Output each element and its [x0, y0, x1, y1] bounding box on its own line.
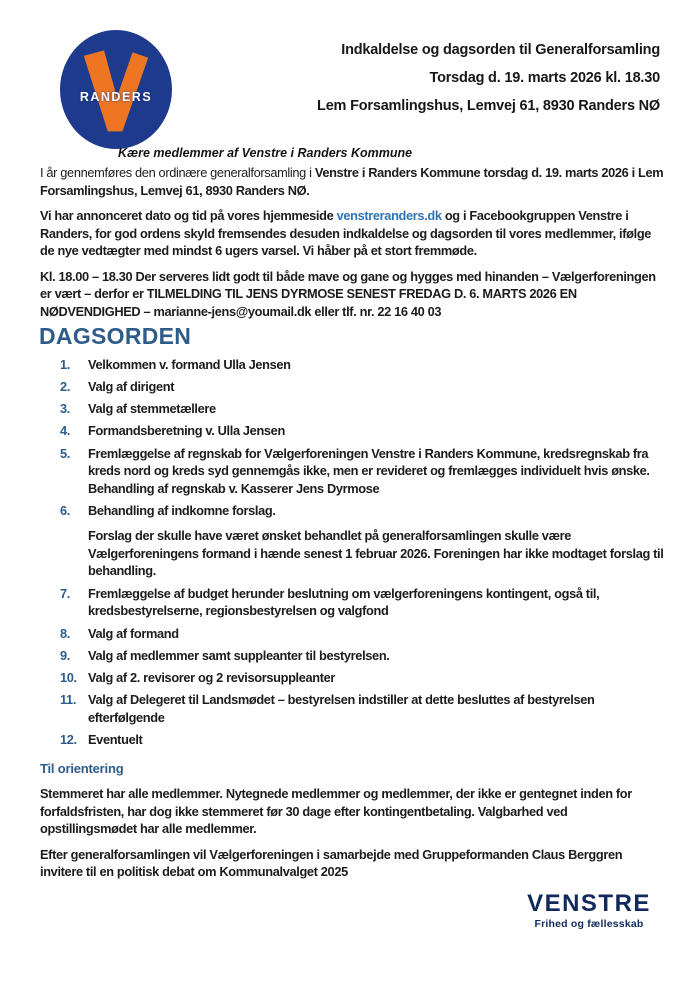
agenda-item-7: [40, 585, 664, 620]
orientation-paragraph-2: Efter generalforsamlingen vil Vælgerforeningen i samarbejde med Gruppeformanden Claus Berggren invitere til en politisk debat om Kommunalvalget 2025: [40, 846, 623, 880]
agenda-item-9-text: Valg af medlemmer samt suppleanter til bestyrelsen.: [88, 647, 390, 663]
agenda-item-7-number: 7.: [60, 585, 70, 601]
til-orientering-heading: Til orientering: [40, 760, 124, 776]
intro-paragraph-3: Kl. 18.00 – 18.30 Der serveres lidt godt til både mave og gane og hygges med hinanden – Vælgerforeningen er vært – derfor er TILMELDING TIL JENS DYRMOSE SENEST FREDAG D. 6. MARTS 2026 EN NØDVENDIGHED – marianne-jens@youmail.dk eller tlf. nr. 22 16 40 03: [40, 268, 656, 319]
agenda-item-5-text: Fremlæggelse af regnskab for Vælgerforeningen Venstre i Randers Kommune, kredsregnskab fra kreds nord og kreds syd gennemgås ikke, men er revideret og fremlægges individuelt hvis ønske. Behandling af regnskab v. Kasserer Jens Dyrmose: [88, 445, 650, 496]
intro-paragraph-2-after: og i Facebookgruppen Venstre i Randers, for god ordens skyld fremsendes desuden indkaldelse og dagsorden til vores medlemmer, ifølge de nye vedtægter med mindst 6 ugers varsel. Vi håber på et stort fremmøde.: [40, 208, 652, 258]
agenda-item-2: [40, 378, 664, 396]
orange-v-icon: [70, 37, 162, 141]
agenda-item-1-text: Velkommen v. formand Ulla Jensen: [88, 356, 291, 372]
header-title: Indkaldelse og dagsorden til Generalforsamling: [341, 42, 660, 58]
agenda-item-6-note: Forslag der skulle have været ønsket behandlet på generalforsamlingen skulle være Vælgerforeningens formand i hænde senest 1 februar 2026. Foreningen har ikke modtaget forslag til behandling.: [88, 528, 664, 579]
agenda-item-3: [40, 400, 664, 418]
agenda-item-3-number: 3.: [60, 401, 70, 417]
agenda-item-6-text: Behandling af indkomne forslag.: [88, 502, 276, 518]
agenda-item-8: [40, 625, 664, 643]
agenda-item-8-number: 8.: [60, 625, 70, 641]
salutation: Kære medlemmer af Venstre i Randers Kommune: [118, 146, 413, 160]
agenda-item-2-text: Valg af dirigent: [88, 378, 175, 394]
intro-paragraph-2-before: Vi har annonceret dato og tid på vores hjemmeside: [40, 208, 337, 223]
website-link[interactable]: venstreranders.dk: [336, 208, 442, 223]
agenda-item-7-text: Fremlæggelse af budget herunder beslutning om vælgerforeningens kontingent, også til, kredsbestyrelserne, regionsbestyrelsen og valgfond: [88, 585, 600, 619]
agenda-item-12: [40, 731, 664, 749]
header-date: Torsdag d. 19. marts 2026 kl. 18.30: [429, 70, 660, 86]
agenda-item-5-number: 5.: [60, 445, 70, 461]
venstre-randers-logo: [60, 30, 172, 149]
agenda-item-4: [40, 422, 664, 440]
agenda-item-3-text: Valg af stemmetællere: [88, 401, 216, 417]
agenda-list: [40, 356, 664, 749]
intro-paragraph-2: [40, 207, 664, 260]
agenda-item-8-text: Valg af formand: [88, 625, 179, 641]
agenda-item-10-text: Valg af 2. revisorer og 2 revisorsuppleanter: [88, 670, 336, 686]
logo-randers-label: RANDERS: [79, 90, 153, 104]
venstre-tagline: Frihed og fællesskab: [534, 918, 644, 930]
agenda-item-4-number: 4.: [60, 423, 70, 439]
agenda-item-10-number: 10.: [60, 670, 77, 686]
agenda-item-9: [40, 647, 664, 665]
document-header: [317, 36, 660, 120]
agenda-item-2-number: 2.: [60, 378, 70, 394]
venstre-footer-logo: [489, 891, 689, 930]
dagsorden-heading: DAGSORDEN: [39, 323, 192, 349]
agenda-item-9-number: 9.: [60, 647, 70, 663]
agenda-item-6-number: 6.: [60, 502, 70, 518]
agenda-item-11-text: Valg af Delegeret til Landsmødet – bestyrelsen indstiller at dette besluttes af bestyrelsen efterfølgende: [88, 692, 595, 725]
header-location: Lem Forsamlingshus, Lemvej 61, 8930 Randers NØ: [317, 98, 660, 114]
agenda-item-4-text: Formandsberetning v. Ulla Jensen: [88, 423, 285, 439]
agenda-item-1-number: 1.: [60, 356, 70, 372]
agenda-item-12-text: Eventuelt: [88, 732, 143, 748]
intro-paragraph-1-lead: I år gennemføres den ordinære generalforsamling i: [40, 165, 315, 180]
orientation-paragraph-1: Stemmeret har alle medlemmer. Nytegnede medlemmer og medlemmer, der ikke er gentegnet inden for forfaldsfristen, har dog ikke stemmeret før 30 dage efter kontingentbetaling. Valgbarhed ved opstillingsmødet har alle medlemmer.: [40, 786, 632, 837]
agenda-item-1: [40, 356, 664, 374]
intro-paragraph-1-strong: Venstre i Randers Kommune torsdag d. 19. marts 2026 i Lem Forsamlingshus, Lemvej 61, 8930 Randers NØ.: [40, 165, 664, 198]
intro-paragraph-1: [40, 164, 664, 199]
agenda-item-6: [40, 502, 664, 580]
agenda-item-11: [40, 691, 664, 726]
agenda-item-11-number: 11.: [60, 692, 77, 708]
document-body: [40, 164, 664, 889]
venstre-wordmark: VENSTRE: [527, 890, 651, 917]
agenda-item-5: [40, 445, 664, 498]
agenda-item-10: [40, 669, 664, 687]
agenda-item-12-number: 12.: [60, 732, 77, 748]
